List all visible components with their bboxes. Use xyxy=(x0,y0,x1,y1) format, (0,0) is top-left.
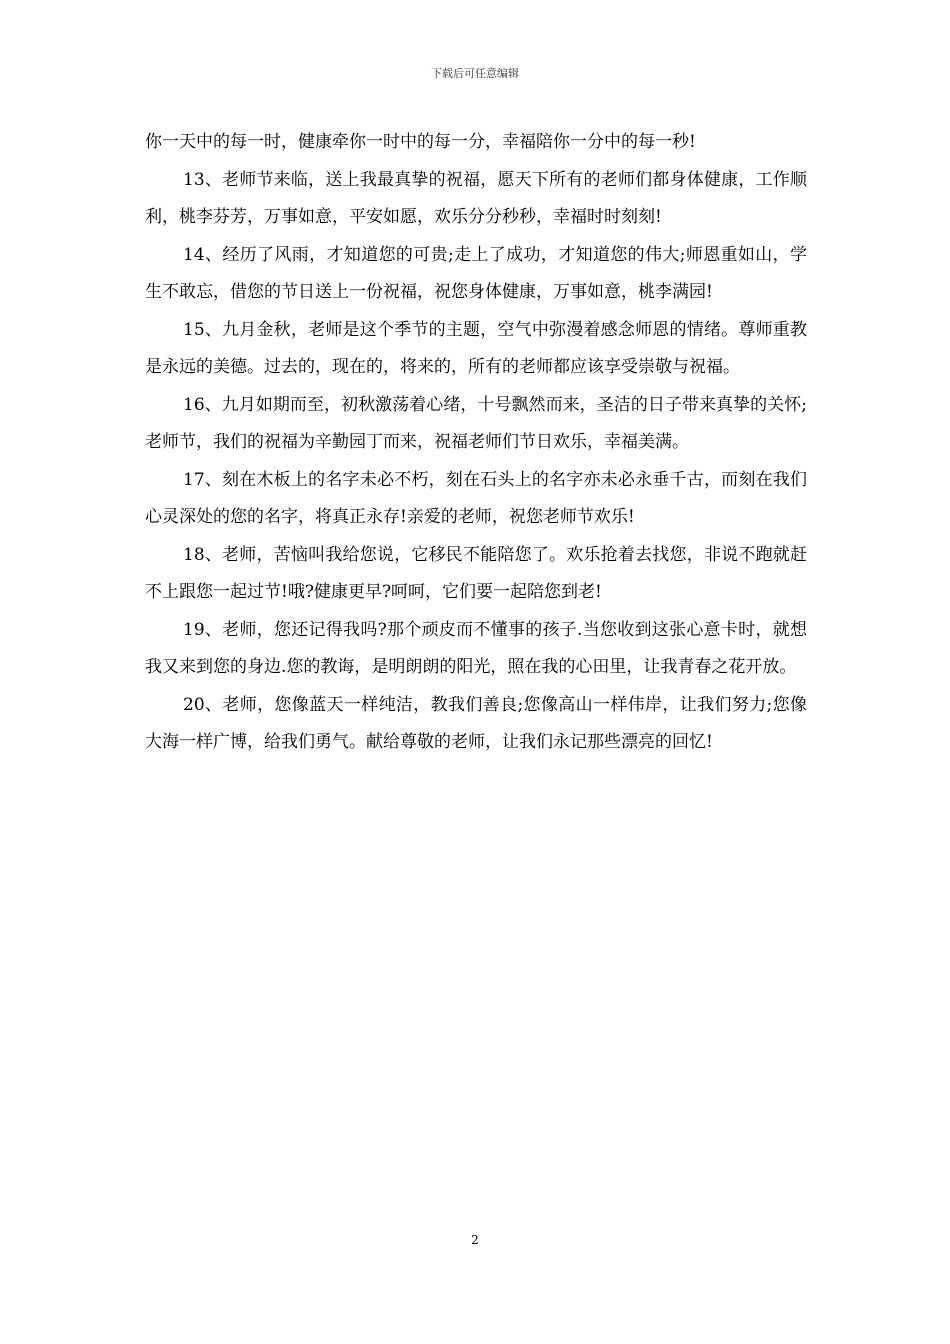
paragraph-continuation: 你一天中的每一时，健康牵你一时中的每一分，幸福陪你一分中的每一秒! xyxy=(145,132,696,152)
document-body xyxy=(145,124,807,762)
paragraph-item-16: 16、九月如期而至，初秋激荡着心绪，十号飘然而来，圣洁的日子带来真挚的关怀;老师节，我们的祝福为辛勤园丁而来，祝福老师们节日欢乐，幸福美满。 xyxy=(145,394,807,452)
page-number: 2 xyxy=(471,1233,479,1247)
paragraph-item-20: 20、老师，您像蓝天一样纯洁，教我们善良;您像高山一样伟岸，让我们努力;您像大海一样广博，给我们勇气。献给尊敬的老师，让我们永记那些漂亮的回忆! xyxy=(145,694,807,752)
paragraph-item-14: 14、经历了风雨，才知道您的可贵;走上了成功，才知道您的伟大;师恩重如山，学生不敢忘，借您的节日送上一份祝福，祝您身体健康，万事如意，桃李满园! xyxy=(145,244,807,302)
paragraph-item-13: 13、老师节来临，送上我最真挚的祝福，愿天下所有的老师们都身体健康，工作顺利，桃李芬芳，万事如意，平安如愿，欢乐分分秒秒，幸福时时刻刻! xyxy=(145,169,807,227)
paragraph-item-17: 17、刻在木板上的名字未必不朽，刻在石头上的名字亦未必永垂千古，而刻在我们心灵深处的您的名字，将真正永存!亲爱的老师，祝您老师节欢乐! xyxy=(145,469,807,527)
paragraph-item-15: 15、九月金秋，老师是这个季节的主题，空气中弥漫着感念师恩的情绪。尊师重教是永远的美德。过去的，现在的，将来的，所有的老师都应该享受崇敬与祝福。 xyxy=(145,319,807,377)
paragraph-item-18: 18、老师，苦恼叫我给您说，它移民不能陪您了。欢乐抢着去找您，非说不跑就赶不上跟您一起过节!哦?健康更早?呵呵，它们要一起陪您到老! xyxy=(145,544,807,602)
paragraph-item-19: 19、老师，您还记得我吗?那个顽皮而不懂事的孩子.当您收到这张心意卡时，就想我又来到您的身边.您的教诲，是明朗朗的阳光，照在我的心田里，让我青春之花开放。 xyxy=(145,619,807,677)
page-header: 下载后可任意编辑 xyxy=(431,67,519,80)
